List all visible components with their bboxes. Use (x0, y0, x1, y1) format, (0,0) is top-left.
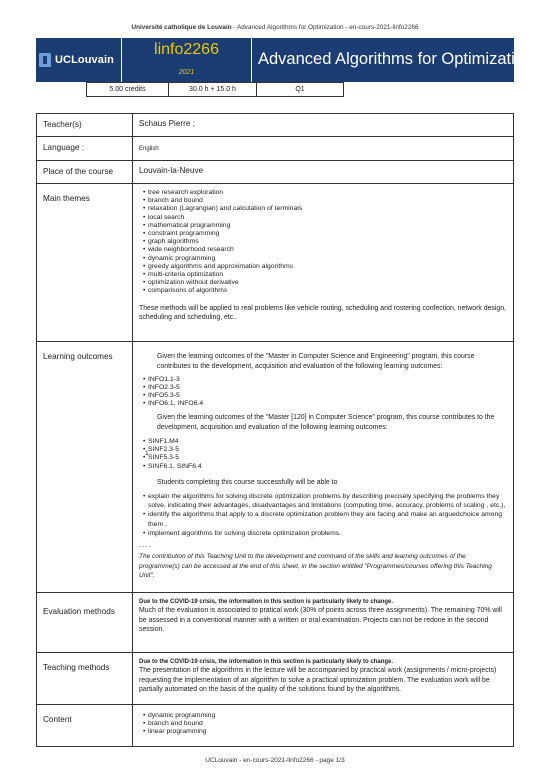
row-teachers (37, 114, 514, 137)
course-meta (86, 82, 344, 97)
row-label: Evaluation methods (37, 593, 133, 653)
list-item: • constraint programming (143, 230, 507, 238)
content-value (133, 705, 514, 747)
list-item: • branch and bound (143, 197, 507, 205)
list-item: • INFO1.1-3 (143, 376, 507, 384)
list-item: • INFO5.3-5 (143, 392, 507, 400)
outcomes-intro-1: Given the learning outcomes of the "Master in Computer Science and Engineering" program, this course contributes to the development, acquisition and evaluation of the following learning outcomes: (157, 353, 475, 370)
outcomes-contribution: The contribution of this Teaching Unit to the development and command of the skills and learning outcomes of the programme(s) can be accessed at the end of this sheet, in the section entitled "Programmes/courses offering this Teaching Unit". (139, 553, 492, 580)
row-label: Learning outcomes (37, 342, 133, 593)
outcomes-value (133, 342, 514, 593)
evaluation-text: Much of the evaluation is associated to pratical work (30% of points across three assignments). The remaining 70% will be assessed in a conventional manner with a written or oral examination. Projects can not be redone in the second session. (139, 607, 502, 634)
teachers-value: Schaus Pierre ; (133, 114, 514, 137)
page-header (0, 24, 550, 31)
row-label: Teaching methods (37, 653, 133, 705)
course-code: linfo2266 (154, 41, 219, 58)
outcome-marker: 1 (145, 450, 149, 457)
doc-reference: Advanced Algorithms for Optimization - en-cours-2021-linfo2266 (236, 24, 419, 31)
outcomes-list-3 (139, 492, 507, 539)
term-cell: Q1 (295, 86, 305, 93)
list-item: • SINF2.3-5 (143, 446, 507, 454)
place-value: Louvain-la-Neuve (133, 161, 514, 184)
course-info-table (36, 113, 514, 747)
list-item: • optimization without derivative (143, 279, 507, 287)
page-footer: UCLouvain - en-cours-2021-linfo2266 - page 1/3 (205, 757, 345, 764)
row-label: Language : (37, 137, 133, 161)
list-item: • SINF1.M4 (143, 438, 507, 446)
list-item: • INFO2.3-5 (143, 384, 507, 392)
row-evaluation-methods (37, 593, 514, 653)
list-item: • branch and bound (143, 720, 507, 728)
row-place (37, 161, 514, 184)
covid-warning: Due to the COVID-19 crisis, the information in this section is particularly likely to change. (139, 659, 394, 665)
row-label: Place of the course (37, 161, 133, 184)
evaluation-value (133, 593, 514, 653)
list-item: • dynamic programming (143, 712, 507, 720)
row-label: Main themes (37, 184, 133, 342)
themes-list (139, 189, 507, 296)
university-name: Université catholique de Louvain (131, 24, 232, 31)
university-logo (39, 51, 114, 69)
row-main-themes (37, 184, 514, 342)
row-language (37, 137, 514, 161)
themes-note: These methods will be applied to real problems like vehicle routing, scheduling and rostering confection, network design, scheduling and scheduling, etc.. (139, 304, 506, 322)
row-teaching-methods (37, 653, 514, 705)
list-item: • SINF6.1, SINF6.4 (143, 463, 507, 471)
row-label: Content (37, 705, 133, 747)
list-item: • greedy algorithms and approximation algorithms (143, 263, 507, 271)
list-item: • multi-criteria optimization (143, 271, 507, 279)
outcomes-list-1 (139, 376, 507, 409)
outcomes-list-2 (139, 438, 507, 471)
covid-warning: Due to the COVID-19 crisis, the information in this section is particularly likely to change. (139, 599, 394, 605)
teaching-text: The presentation of the algorithms in the lecture will be accompanied by practical work (assignments / micro-projects) requesting the implementation of an algorithm to solve a practical optimization problem. The evaluation work will be partially automated on the basis of the quality of the solutions found by the algorithms. (139, 667, 497, 694)
credits-cell: 5.00 credits (87, 83, 169, 96)
header-separator: - (231, 24, 237, 31)
list-item: • comparisons of algorithms (143, 287, 507, 295)
row-label: Teacher(s) (37, 114, 133, 137)
list-item: • SINF5.3-5 (143, 454, 507, 462)
course-title: Advanced Algorithms for Optimization (258, 50, 534, 68)
list-item: • relaxation (Lagrangian) and calculation of terminals (143, 205, 507, 213)
course-code-box (121, 38, 252, 82)
outcomes-intro-3: Students completing this course successfully will be able to (157, 478, 338, 486)
logo-text: UCLouvain (55, 54, 114, 66)
content-list (139, 712, 507, 737)
list-item: • graph algorithms (143, 238, 507, 246)
list-item: • explain the algorithms for solving discrete optimization problems by describing precisely specifying the problems they solve, indicating their advantages, disadvantages and limitations (computing time, accuracy, problems of scaling , etc.), (143, 492, 507, 511)
row-learning-outcomes (37, 342, 514, 593)
hours-cell: 30.0 h + 15.0 h (169, 83, 257, 96)
course-banner (36, 38, 534, 82)
outcomes-list-2-wrap (139, 438, 507, 471)
list-item: • mathematical programming (143, 222, 507, 230)
list-item: • identify the algorithms that apply to a discrete optimization problem they are facing and make an arguedchoice among them , (143, 510, 507, 529)
logo-icon (39, 53, 51, 67)
outcomes-dashes: - - - - (139, 543, 151, 550)
language-value: English (133, 137, 514, 161)
row-content (37, 705, 514, 747)
list-item: • tree research exploration (143, 189, 507, 197)
list-item: • implement algorithms for solving discrete optimization problems. (143, 529, 507, 538)
list-item: • local search (143, 214, 507, 222)
outcomes-intro-2: Given the learning outcomes of the "Master [120] in Computer Science" program, this course contributes to the development, acquisition and evaluation of the following learning outcomes: (157, 414, 495, 432)
list-item: • linear programming (143, 728, 507, 736)
themes-value (133, 184, 514, 342)
teaching-value (133, 653, 514, 705)
list-item: • INFO6.1, INFO6.4 (143, 400, 507, 408)
list-item: • wide neighborhood research (143, 246, 507, 254)
list-item: • dynamic programming (143, 255, 507, 263)
course-year: 2021 (178, 69, 195, 76)
